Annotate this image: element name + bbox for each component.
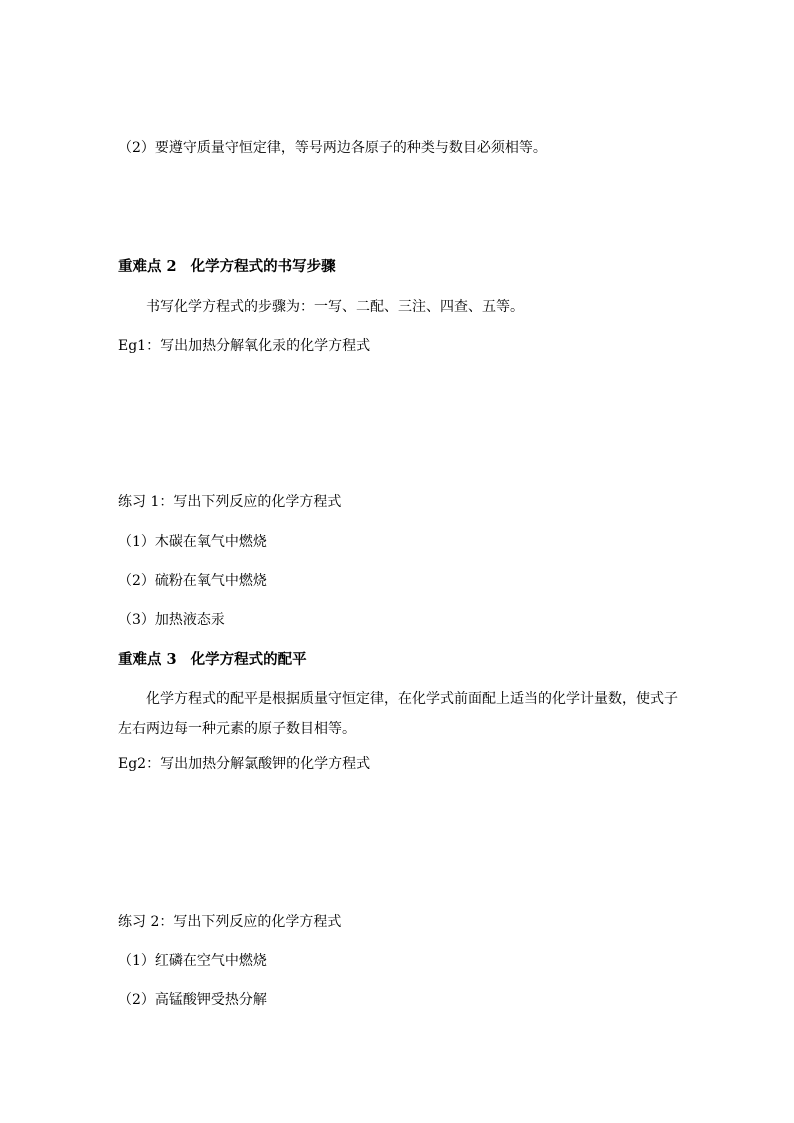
practice-2-title: 练习 2：写出下列反应的化学方程式: [118, 914, 342, 930]
practice-1-item: （1）木碳在氧气中燃烧: [118, 534, 267, 550]
section-3-title: 化学方程式的配平: [190, 651, 307, 668]
section-3-heading: [118, 650, 307, 670]
rule-2-text: （2）要遵守质量守恒定律，等号两边各原子的种类与数目必须相等。: [118, 140, 547, 156]
section-2-heading: [118, 257, 336, 277]
eg1-text: Eg1：写出加热分解氧化汞的化学方程式: [118, 338, 371, 354]
practice-2-item: （2）高锰酸钾受热分解: [118, 992, 267, 1008]
section-2-title: 化学方程式的书写步骤: [190, 258, 336, 275]
section-3-label: 重难点 3: [118, 651, 177, 668]
section-3-text: 化学方程式的配平是根据质量守恒定律，在化学式前面配上适当的化学计量数，使式子左右两边每一种元素的原子数目相等。: [118, 691, 678, 737]
practice-1-title: 练习 1：写出下列反应的化学方程式: [118, 494, 342, 510]
section-2-label: 重难点 2: [118, 258, 177, 275]
practice-1-item: （3）加热液态汞: [118, 612, 225, 628]
practice-1-item: （2）硫粉在氧气中燃烧: [118, 573, 267, 589]
section-2-text: 书写化学方程式的步骤为：一写、二配、三注、四查、五等。: [146, 299, 524, 315]
eg2-text: Eg2：写出加热分解氯酸钾的化学方程式: [118, 756, 371, 772]
practice-2-item: （1）红磷在空气中燃烧: [118, 953, 267, 969]
